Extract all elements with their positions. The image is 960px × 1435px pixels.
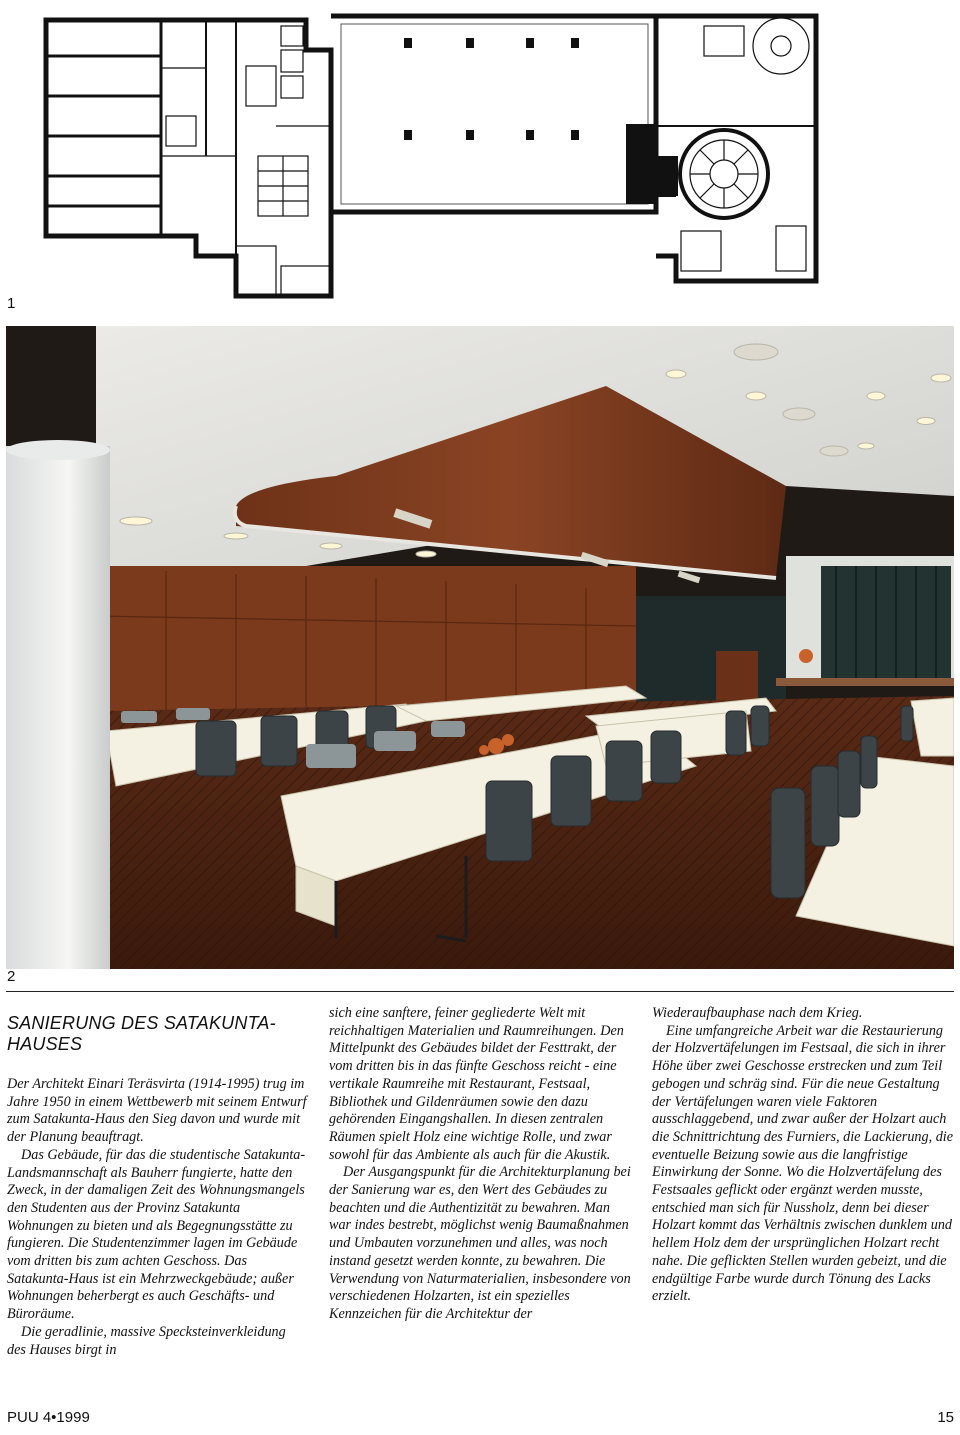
headline-line-1: SANIERUNG DES SATAKUNTA- [7,1013,276,1033]
figure-2-number: 2 [7,968,16,985]
col1-paragraph-2: Das Gebäude, für das die studentische Satakunta-Landsmannschaft als Bauherr fungierte, hatte den Zweck, in der damaligen Zeit des Wohnungsmangels den Studenten aus der Provinz Satakunta Wohnungen zu bieten und als Begegnungsstätte zu fungieren. Die Studentenzimmer lagen im Gebäude vom dritten bis zum achten Geschoss. Das Satakunta-Haus ist ein Mehrzweckgebäude; außer Wohnungen beherbergt es auch Geschäfts- und Büroräume. [7,1146,306,1323]
col2-paragraph-2: Der Ausgangspunkt für die Architekturplanung bei der Sanierung war es, den Wert des Gebäudes zu beachten und die Authentizität zu bewahren. Man war indes bestrebt, möglichst wenig Baumaßnahmen und Umbauten vorzunehmen und alles, was noch instand gesetzt werden konnte, zu bewahren. Die Verwendung von Naturmaterialien, insbesondere von verschiedenen Holzarten, ist ein spezielles Kennzeichen für die Architektur der [329,1164,631,1322]
col1-paragraph-3: Die geradlinie, massive Specksteinverkleidung des Hauses birgt in [7,1323,286,1358]
col2-paragraph-1: sich eine sanftere, feiner gegliederte Welt mit reichhaltigen Materialien und Raumreihungen. Den Mittelpunkt des Gebäudes bildet der Festtrakt, der vom dritten bis in das fünfte Geschoss reicht - eine vertikale Raumreihe mit Restaurant, Festsaal, Bibliothek und Gildenräumen sowie den dazu gehörenden Eingangshallen. In diesen zentralen Räumen spielt Holz eine wichtige Rolle, und zwar sowohl für das Ambiente als auch für die Akustik. [329,1005,624,1163]
banquet-hall-photo [6,326,954,969]
col1-paragraph-1: Der Architekt Einari Teräsvirta (1914-1995) trug im Jahre 1950 in einem Wettbewerb mit seinem Entwurf zum Satakunta-Haus den Sieg davon und wurde mit der Planung beauftragt. [7,1076,307,1146]
article-headline [7,1013,312,1055]
text-column-2 [329,1005,631,1324]
headline-line-2: HAUSES [7,1034,83,1054]
figure-1-number: 1 [7,295,16,312]
text-column-1 [7,1076,307,1359]
page-number: 15 [937,1409,954,1426]
section-divider [6,991,954,992]
publication-footer: PUU 4•1999 [7,1409,90,1426]
col3-paragraph-2: Eine umfangreiche Arbeit war die Restaurierung der Holzvertäfelungen im Festsaal, die sich in ihrer Höhe über zwei Geschosse erstrecken und zum Teil gebogen und schräg sind. Für die neue Gestaltung der Vertäfelungen waren viele Faktoren ausschlaggebend, und zwar außer der Holzart auch die Schnittrichtung des Furniers, die Lackierung, die eventuelle Beizung sowie aus die langfristige Einwirkung der Sonne. Wo die Holzvertäfelung des Festsaales geflickt oder ergänzt werden musste, entschied man sich für Nussholz, denn bei dieser Holzart kommt das Verhältnis zwischen dunklem und hellem Holz dem der ursprünglichen Holzart recht nahe. Die geflickten Stellen wurden gebeizt, und die endgültige Farbe wurde durch Tönung des Lacks erzielt. [652,1022,954,1305]
floor-plan-drawing [36,6,826,302]
text-column-3 [652,1005,954,1306]
col3-paragraph-1: Wiederaufbauphase nach dem Krieg. [652,1005,863,1021]
